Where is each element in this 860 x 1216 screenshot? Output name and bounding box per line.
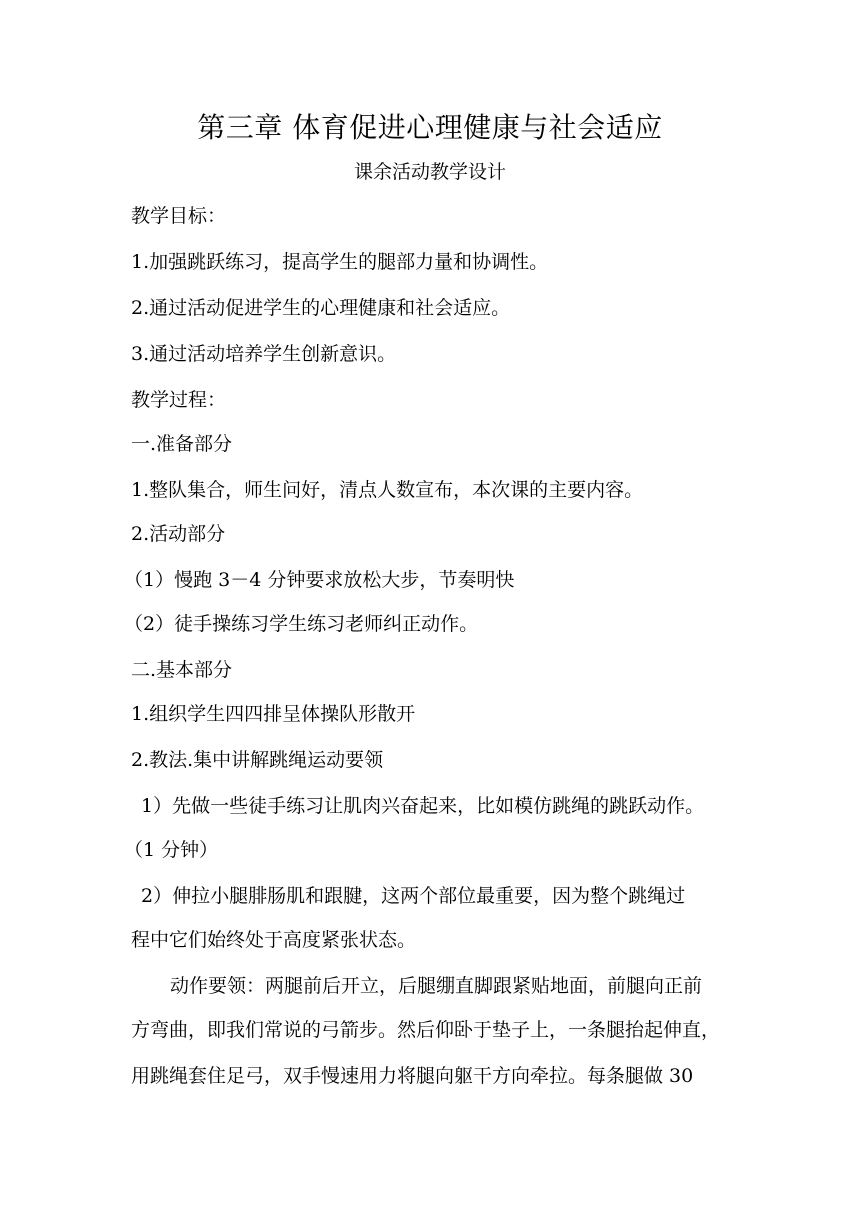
activity-item-1: （1）慢跑 3－4 分钟要求放松大步，节奏明快 xyxy=(124,569,515,591)
technique-line-1: 动作要领：两腿前后开立，后腿绷直脚跟紧贴地面，前腿向正前 xyxy=(170,975,703,997)
goal-item-1: 1.加强跳跃练习，提高学生的腿部力量和协调性。 xyxy=(131,251,549,273)
method-step-2-line-2: 程中它们始终处于高度紧张状态。 xyxy=(131,929,417,951)
document-title: 第三章 体育促进心理健康与社会适应 xyxy=(197,111,663,144)
section-preparation: 一.准备部分 xyxy=(131,433,233,455)
technique-line-3: 用跳绳套住足弓，双手慢速用力将腿向躯干方向牵拉。每条腿做 30 xyxy=(131,1065,694,1087)
heading-teaching-process: 教学过程： xyxy=(131,389,227,411)
goal-item-3: 3.通过活动培养学生创新意识。 xyxy=(131,343,397,365)
method-step-2-line-1: 2）伸拉小腿腓肠肌和跟腱，这两个部位最重要，因为整个跳绳过 xyxy=(141,885,686,907)
prep-item-1: 1.整队集合，师生问好，清点人数宣布，本次课的主要内容。 xyxy=(131,479,644,501)
document-subtitle: 课余活动教学设计 xyxy=(353,161,506,183)
goal-item-2: 2.通过活动促进学生的心理健康和社会适应。 xyxy=(131,297,511,319)
activity-item-2: （2）徒手操练习学生练习老师纠正动作。 xyxy=(124,613,479,635)
heading-teaching-goals: 教学目标： xyxy=(131,205,227,227)
basic-item-2: 2.教法.集中讲解跳绳运动要领 xyxy=(131,749,384,771)
basic-item-1: 1.组织学生四四排呈体操队形散开 xyxy=(131,703,416,725)
method-step-1: 1）先做一些徒手练习让肌肉兴奋起来，比如模仿跳绳的跳跃动作。 xyxy=(141,795,705,817)
prep-item-2: 2.活动部分 xyxy=(131,523,226,545)
technique-line-2: 方弯曲，即我们常说的弓箭步。然后仰卧于垫子上，一条腿抬起伸直， xyxy=(131,1019,721,1041)
section-basic: 二.基本部分 xyxy=(131,659,233,681)
method-step-1-duration: （1 分钟） xyxy=(124,839,219,861)
